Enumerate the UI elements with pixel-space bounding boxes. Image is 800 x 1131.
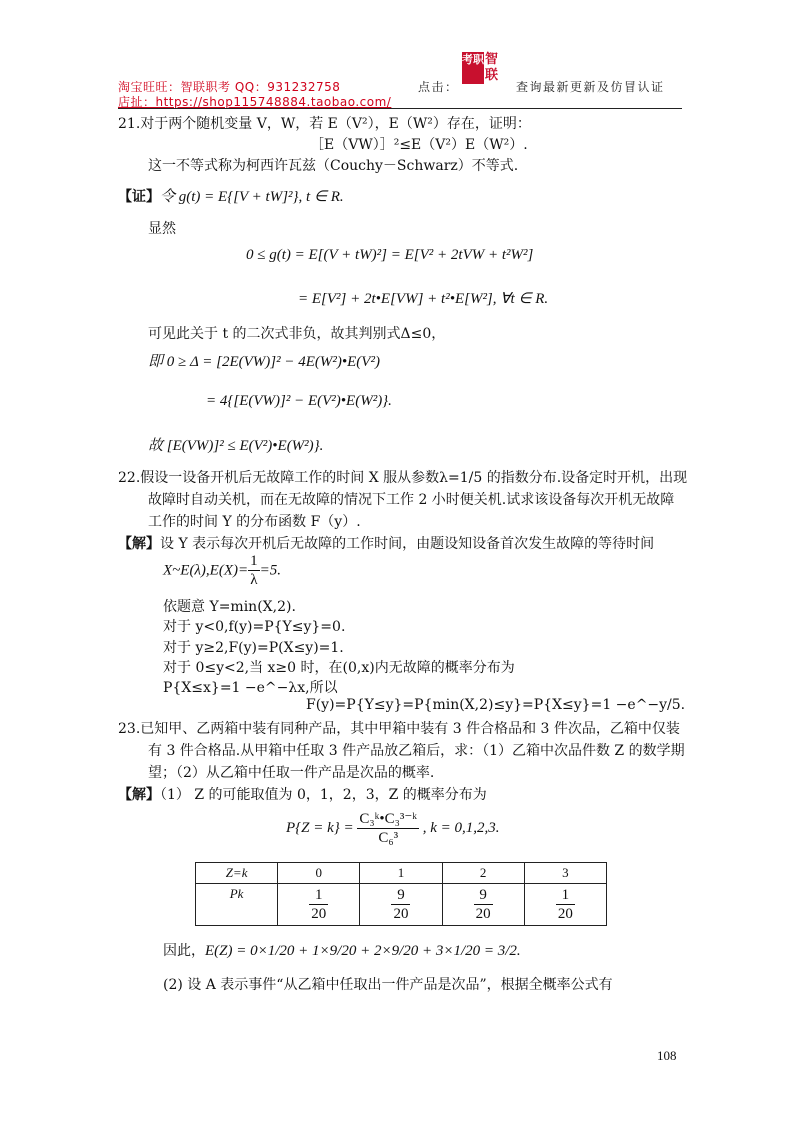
prob-num: 1 — [556, 886, 575, 905]
q22-stem-2: 故障时自动关机，而在无故障的情况下工作 2 小时便关机.试求该设备每次开机无故障 — [148, 492, 675, 508]
q23-expectation — [163, 940, 521, 960]
q21-inequality: ［E（VW）］²≤E（V²）E（W²）. — [310, 137, 528, 153]
q22-sol-7: P{X≤x}=1 −e^−λx,所以 — [163, 680, 338, 696]
table-cell: 1 — [360, 863, 442, 884]
q23-solution-line-1: （1） Z 的可能取值为 0，1，2，3，Z 的概率分布为 — [160, 787, 487, 803]
q22-solution-line-1: 设 Y 表示每次开机后无故障的工作时间，由题设知设备首次发生故障的等待时间 — [160, 536, 655, 552]
header-shop-info: 淘宝旺旺：智联职考 QQ：931232758 — [118, 80, 341, 94]
table-cell — [524, 884, 606, 926]
proof-definition: 令 g(t) = E{[V + tW]²}, t ∈ R. — [160, 189, 344, 205]
distribution-table — [195, 862, 607, 926]
q21-eq2: = E[V²] + 2t•E[VW] + t²•E[W²], ∀t ∈ R. — [298, 291, 549, 307]
logo-mark: 考职 — [462, 52, 484, 84]
q21-eq1: 0 ≤ g(t) = E[(V + tW)²] = E[V² + 2tVW + t²W²] — [246, 247, 534, 263]
prob-den: 20 — [393, 906, 409, 922]
q21-proof — [118, 185, 344, 206]
q22-frac-den: λ — [250, 572, 258, 588]
page-number: 108 — [657, 1048, 677, 1063]
q21-eq3: 即 0 ≥ Δ = [2E(VW)]² − 4E(W²)•E(V²) — [148, 354, 380, 370]
q22-sol-5: 对于 y≥2,F(y)=P(X≤y)=1. — [163, 640, 344, 656]
prob-num: 9 — [474, 886, 493, 905]
prob-num: 9 — [391, 886, 410, 905]
expectation-prefix: 因此， — [163, 943, 205, 959]
q22-expectation — [163, 552, 281, 589]
prob-num: 1 — [309, 886, 328, 905]
q22-frac-num: 1 — [250, 553, 258, 569]
prob-den: 20 — [475, 906, 491, 922]
q22-sol-8: F(y)=P{Y≤y}=P{min(X,2)≤y}=P{X≤y}=1 −e^−y/5. — [306, 697, 686, 713]
header-click-label: 点击： — [418, 80, 459, 94]
solution-label: 【解】 — [118, 536, 160, 552]
q22-dist-value: =5. — [259, 562, 281, 579]
q23-stem-1: 23.已知甲、乙两箱中装有同种产品，其中甲箱中装有 3 件合格品和 3 件次品，乙箱中仅装 — [118, 721, 680, 737]
q21-discriminant-text: 可见此关于 t 的二次式非负，故其判别式Δ≤0， — [148, 326, 446, 342]
q23-stem-3: 望；（2）从乙箱中任取一件产品是次品的概率. — [148, 765, 435, 781]
header-divider — [118, 108, 682, 109]
header-shop-link[interactable]: 店扯：https://shop115748884.taobao.com/ — [118, 95, 392, 109]
q22-dist-text: X~E(λ),E(X)= — [163, 562, 249, 579]
prob-den: 20 — [311, 906, 327, 922]
table-cell: 0 — [278, 863, 360, 884]
q22-sol-6: 对于 0≤y<2,当 x≥0 时，在(0,x)内无故障的概率分布为 — [163, 660, 515, 676]
pmf-rhs: , k = 0,1,2,3. — [422, 819, 500, 836]
table-row — [196, 884, 607, 926]
table-cell: Z=k — [196, 863, 278, 884]
q22-solution-intro — [118, 533, 654, 553]
q21-stem: 21.对于两个随机变量 V，W，若 E（V²），E（W²）存在，证明： — [118, 116, 531, 132]
q21-obvious: 显然 — [148, 221, 176, 237]
table-cell: 2 — [442, 863, 524, 884]
q22-sol-4: 对于 y<0,f(y)=P{Y≤y}=0. — [163, 619, 346, 635]
q22-sol-3: 依题意 Y=min(X,2). — [163, 599, 296, 615]
brand-logo[interactable] — [462, 52, 508, 86]
logo-text: 智联 — [485, 52, 499, 83]
header-verify-link[interactable]: 查询最新更新及仿冒认证 — [516, 80, 665, 94]
table-cell — [442, 884, 524, 926]
q23-part-2: (2) 设 A 表示事件“从乙箱中任取出一件产品是次品”，根据全概率公式有 — [163, 977, 613, 993]
pmf-lhs: P{Z = k} = — [286, 819, 354, 836]
pmf-numerator: C₃ᵏ•C₃³⁻ᵏ — [359, 811, 418, 827]
prob-den: 20 — [557, 906, 573, 922]
q22-stem-3: 工作的时间 Y 的分布函数 F（y）. — [148, 514, 361, 530]
q22-stem-1: 22.假设一设备开机后无故障工作的时间 X 服从参数λ=1/5 的指数分布.设备定时开机，出现 — [118, 470, 688, 486]
table-cell: 3 — [524, 863, 606, 884]
q23-pmf — [286, 810, 500, 847]
q21-conclusion: 故 [E(VW)]² ≤ E(V²)•E(W²)}. — [148, 438, 324, 454]
solution-label: 【解】 — [118, 787, 160, 803]
q21-eq4: = 4{[E(VW)]² − E(V²)•E(W²)}. — [206, 393, 392, 409]
q23-solution-intro — [118, 784, 487, 804]
proof-label: 【证】 — [118, 189, 160, 205]
table-cell — [360, 884, 442, 926]
q23-stem-2: 有 3 件合格品.从甲箱中任取 3 件产品放乙箱后，求：（1）乙箱中次品件数 Z 的数学期 — [148, 743, 685, 759]
pmf-fraction — [357, 810, 419, 847]
q21-note: 这一不等式称为柯西许瓦兹（Couchy－Schwarz）不等式. — [148, 158, 519, 174]
table-row — [196, 863, 607, 884]
table-cell — [278, 884, 360, 926]
pmf-denominator: C₆³ — [378, 830, 399, 846]
expectation-formula: E(Z) = 0×1/20 + 1×9/20 + 2×9/20 + 3×1/20 = 3/2. — [205, 943, 521, 959]
q22-fraction — [248, 552, 260, 589]
table-cell: Pk — [196, 884, 278, 926]
